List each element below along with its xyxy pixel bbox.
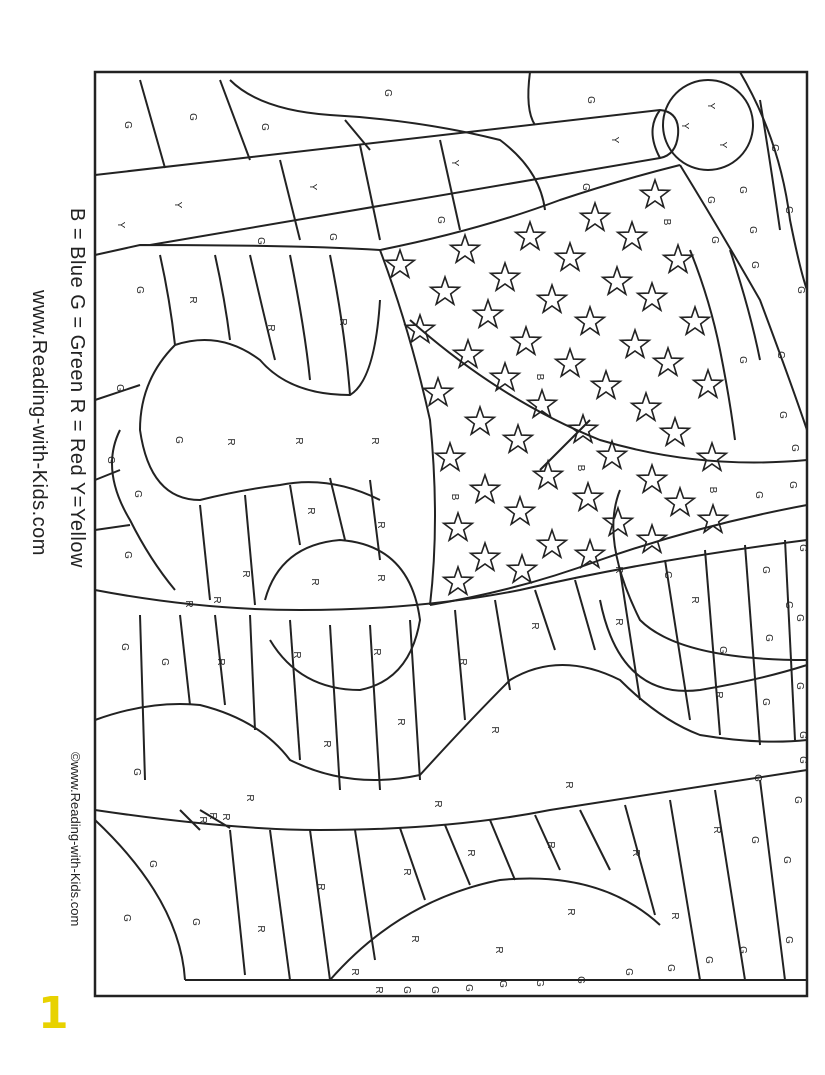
star-shape	[451, 235, 480, 262]
region-label-blue: B	[661, 218, 672, 226]
star-shape	[556, 243, 585, 270]
star-shape	[581, 203, 610, 230]
star-shape	[664, 245, 693, 272]
star-shape	[632, 393, 661, 420]
star-shape	[508, 555, 537, 582]
region-label-green: G	[665, 964, 676, 972]
region-label-red: R	[489, 726, 500, 734]
region-label-green: G	[497, 980, 508, 988]
star-shape	[538, 285, 567, 312]
region-label-red: R	[711, 826, 722, 834]
star-shape	[598, 441, 627, 468]
star-shape	[681, 307, 710, 334]
region-label-red: R	[215, 658, 226, 666]
star-shape	[516, 222, 545, 249]
region-label-red: R	[669, 912, 680, 920]
region-label-green: G	[121, 914, 132, 922]
region-label-green: G	[534, 979, 545, 987]
region-label-red: R	[401, 868, 412, 876]
region-label-green: G	[709, 236, 720, 244]
star-shape	[574, 483, 603, 510]
region-label-yellow: Y	[307, 183, 318, 191]
region-label-red: R	[211, 596, 222, 604]
region-label-green: G	[760, 698, 771, 706]
star-field	[386, 180, 728, 594]
region-label-red: R	[305, 507, 316, 515]
region-label-red: R	[244, 794, 255, 802]
region-label-red: R	[255, 925, 266, 933]
region-label-red: R	[432, 800, 443, 808]
region-label-red: R	[409, 935, 420, 943]
star-shape	[556, 349, 585, 376]
region-label-green: G	[749, 836, 760, 844]
region-label-green: G	[585, 96, 596, 104]
region-label-red: R	[529, 622, 540, 630]
region-label-green: G	[769, 144, 780, 152]
region-label-red: R	[395, 718, 406, 726]
region-label-red: R	[465, 849, 476, 857]
star-shape	[576, 307, 605, 334]
region-label-green: G	[255, 237, 266, 245]
region-label-red: R	[225, 438, 236, 446]
color-legend: B = Blue G = Green R = Red Y=Yellow	[66, 208, 88, 568]
region-label-blue: B	[575, 464, 586, 472]
region-label-red: R	[265, 324, 276, 332]
region-label-green: G	[737, 356, 748, 364]
star-shape	[512, 327, 541, 354]
star-shape	[666, 488, 695, 515]
region-label-green: G	[795, 286, 806, 294]
website-url: www.Reading-with-Kids.com	[28, 290, 50, 556]
region-label-red: R	[375, 574, 386, 582]
region-label-red: R	[220, 813, 231, 821]
region-label-green: G	[792, 796, 803, 804]
star-shape	[431, 277, 460, 304]
star-shape	[641, 180, 670, 207]
region-label-blue: B	[707, 486, 718, 494]
region-label-blue: B	[534, 373, 545, 381]
star-shape	[603, 267, 632, 294]
region-label-green: G	[749, 261, 760, 269]
region-label-red: R	[183, 600, 194, 608]
star-shape	[386, 250, 415, 277]
region-label-red: R	[689, 596, 700, 604]
region-label-green: G	[114, 384, 125, 392]
region-label-green: G	[327, 233, 338, 241]
star-shape	[436, 443, 465, 470]
copyright-notice: ©www.Reading-with-Kids.com	[68, 752, 83, 927]
region-label-red: R	[373, 986, 384, 994]
star-shape	[621, 330, 650, 357]
page-number: 1	[38, 988, 69, 1039]
region-label-green: G	[187, 113, 198, 121]
region-label-green: G	[797, 756, 808, 764]
region-label-green: G	[753, 491, 764, 499]
region-label-blue: B	[449, 493, 460, 501]
region-label-green: G	[105, 456, 116, 464]
region-label-red: R	[369, 437, 380, 445]
star-shape	[538, 530, 567, 557]
star-shape	[454, 340, 483, 367]
region-label-green: G	[575, 976, 586, 984]
star-shape	[506, 497, 535, 524]
star-shape	[604, 508, 633, 535]
star-shape	[424, 378, 453, 405]
star-shape	[466, 407, 495, 434]
region-label-green: G	[122, 551, 133, 559]
region-label-red: R	[240, 570, 251, 578]
region-label-green: G	[737, 186, 748, 194]
region-label-green: G	[797, 731, 808, 739]
region-label-yellow: Y	[115, 221, 126, 229]
region-label-yellow: Y	[609, 136, 620, 144]
star-shape	[491, 263, 520, 290]
region-label-green: G	[623, 968, 634, 976]
region-label-green: G	[752, 774, 763, 782]
star-shape	[592, 371, 621, 398]
region-label-red: R	[375, 521, 386, 529]
star-shape	[444, 567, 473, 594]
region-label-red: R	[545, 841, 556, 849]
region-label-green: G	[259, 123, 270, 131]
region-label-green: G	[794, 614, 805, 622]
region-label-green: G	[777, 411, 788, 419]
region-label-green: G	[705, 196, 716, 204]
star-shape	[694, 370, 723, 397]
star-shape	[618, 222, 647, 249]
star-shape	[474, 300, 503, 327]
region-label-red: R	[565, 908, 576, 916]
region-label-green: G	[787, 481, 798, 489]
region-label-red: R	[337, 318, 348, 326]
line-art	[95, 72, 807, 980]
region-labels	[105, 89, 808, 994]
region-label-red: R	[197, 816, 208, 824]
star-shape	[471, 543, 500, 570]
region-label-red: R	[457, 658, 468, 666]
region-label-yellow: Y	[679, 122, 690, 130]
region-label-green: G	[794, 682, 805, 690]
region-label-red: R	[613, 566, 624, 574]
region-label-red: R	[291, 651, 302, 659]
star-shape	[698, 443, 727, 470]
region-label-red: R	[293, 437, 304, 445]
region-label-green: G	[789, 444, 800, 452]
region-label-red: R	[630, 849, 641, 857]
region-label-green: G	[173, 436, 184, 444]
region-label-green: G	[159, 658, 170, 666]
region-label-green: G	[797, 544, 808, 552]
region-label-yellow: Y	[449, 159, 460, 167]
region-label-green: G	[401, 986, 412, 994]
region-label-green: G	[775, 351, 786, 359]
region-label-green: G	[580, 183, 591, 191]
star-shape	[654, 348, 683, 375]
star-shape	[661, 418, 690, 445]
star-shape	[471, 475, 500, 502]
region-label-green: G	[147, 860, 158, 868]
region-label-green: G	[122, 121, 133, 129]
region-label-green: G	[132, 490, 143, 498]
region-label-green: G	[783, 601, 794, 609]
region-label-red: R	[371, 648, 382, 656]
region-label-red: R	[349, 968, 360, 976]
region-label-green: G	[760, 566, 771, 574]
region-label-green: G	[119, 643, 130, 651]
region-label-yellow: Y	[705, 102, 716, 110]
star-shape	[444, 513, 473, 540]
region-label-red: R	[713, 691, 724, 699]
region-label-green: G	[763, 634, 774, 642]
region-label-yellow: Y	[717, 141, 728, 149]
region-label-green: G	[134, 286, 145, 294]
region-label-green: G	[781, 856, 792, 864]
region-label-red: R	[207, 812, 218, 820]
region-label-red: R	[309, 578, 320, 586]
region-label-green: G	[435, 216, 446, 224]
region-label-green: G	[783, 206, 794, 214]
region-label-red: R	[493, 946, 504, 954]
region-label-red: R	[315, 883, 326, 891]
star-shape	[534, 461, 563, 488]
region-label-green: G	[463, 984, 474, 992]
region-label-green: G	[382, 89, 393, 97]
region-label-green: G	[747, 226, 758, 234]
region-label-green: G	[190, 918, 201, 926]
region-label-red: R	[563, 781, 574, 789]
region-label-green: G	[429, 986, 440, 994]
region-label-yellow: Y	[172, 201, 183, 209]
region-label-green: G	[783, 936, 794, 944]
star-shape	[504, 425, 533, 452]
star-shape	[638, 465, 667, 492]
region-label-red: R	[321, 740, 332, 748]
region-label-red: R	[187, 296, 198, 304]
star-shape	[638, 283, 667, 310]
region-label-green: G	[662, 571, 673, 579]
region-label-red: R	[613, 618, 624, 626]
region-label-green: G	[131, 768, 142, 776]
region-label-green: G	[703, 956, 714, 964]
region-label-green: G	[717, 646, 728, 654]
star-shape	[638, 525, 667, 552]
region-label-green: G	[737, 946, 748, 954]
